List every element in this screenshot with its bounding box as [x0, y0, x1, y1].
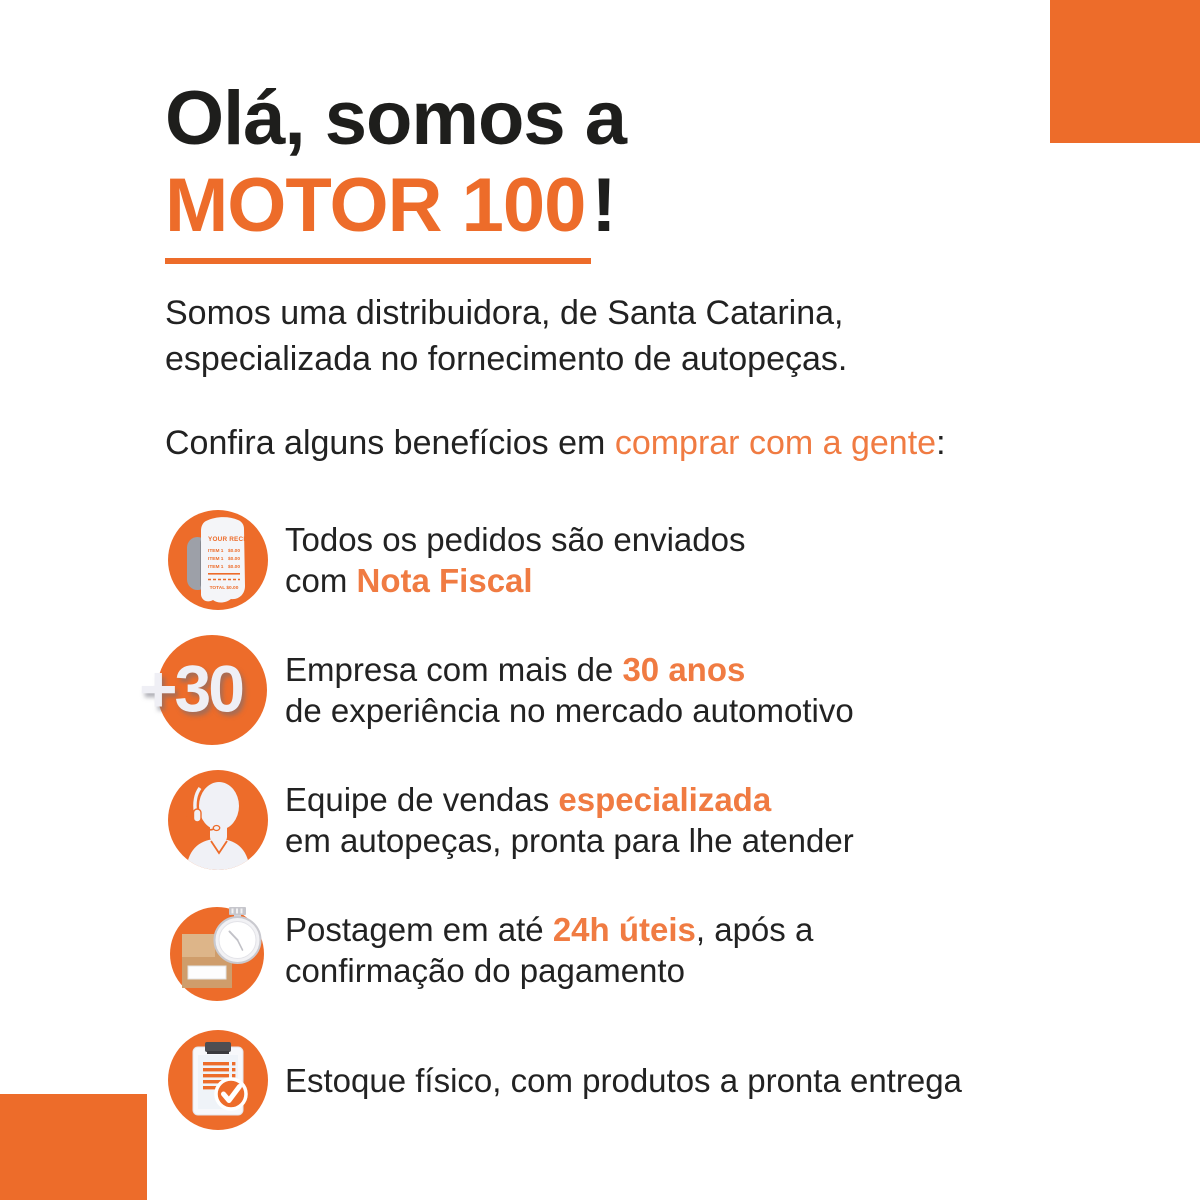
benefit-text — [285, 1060, 962, 1102]
clipboard-check-icon — [165, 1027, 271, 1133]
receipt-price-text: $0.00 — [227, 565, 240, 571]
receipt-icon-svg — [165, 507, 271, 613]
benefit-30-anos — [139, 637, 1115, 743]
page-title-greeting: Olá, somos a — [165, 76, 627, 161]
benefits-intro-line — [165, 424, 1115, 463]
receipt-item-text: ITEM 1 — [208, 549, 224, 555]
text-segment: de experiência no mercado automotivo — [285, 692, 854, 730]
brand-exclamation: ! — [591, 163, 616, 249]
text-segment: Equipe de vendas — [285, 780, 559, 818]
text-segment: confirmação do pagamento — [285, 952, 685, 990]
receipt-item-text: ITEM 1 — [208, 565, 224, 571]
benefit-postagem — [165, 897, 1115, 1003]
support-agent-icon — [165, 767, 271, 873]
receipt-price-text: $0.00 — [227, 557, 240, 563]
text-highlight: 30 anos — [622, 650, 746, 688]
cta-highlight: comprar com a gente — [614, 424, 937, 463]
text-segment: Estoque físico, com produtos a pronta entrega — [285, 1061, 962, 1099]
text-highlight: especializada — [558, 780, 772, 818]
benefit-estoque — [165, 1027, 1115, 1133]
plus-30-text: +30 — [139, 651, 242, 726]
benefits-list — [139, 507, 1115, 1133]
shipping-timer-icon — [165, 897, 271, 1003]
plus-30-badge — [139, 637, 271, 743]
benefit-text — [285, 649, 854, 732]
text-segment: Empresa com mais de — [285, 650, 623, 688]
benefit-text — [285, 779, 854, 862]
flyer-content — [139, 76, 1115, 1157]
clipboard-check-icon-svg — [165, 1027, 271, 1133]
cta-prefix: Confira alguns benefícios em — [165, 424, 615, 463]
benefit-equipe — [165, 767, 1115, 873]
benefit-text — [285, 909, 813, 992]
text-segment: com — [285, 562, 357, 600]
cta-suffix: : — [936, 424, 946, 463]
text-segment: Postagem em até — [285, 910, 553, 948]
text-highlight: 24h úteis — [552, 910, 696, 948]
receipt-icon — [165, 507, 271, 613]
benefit-nota-fiscal — [165, 507, 1115, 613]
receipt-total-text: TOTAL $0.00 — [209, 586, 239, 592]
intro-paragraph — [165, 290, 1115, 382]
text-segment: em autopeças, pronta para lhe atender — [285, 822, 854, 860]
support-agent-icon-svg — [165, 767, 271, 873]
receipt-item-text: ITEM 1 — [208, 557, 224, 563]
shipping-timer-icon-svg — [165, 897, 271, 1003]
intro-line-1: Somos uma distribuidora, de Santa Catarina, — [165, 293, 844, 332]
text-segment: Todos os pedidos são enviados — [285, 520, 746, 558]
text-segment: , após a — [695, 910, 814, 948]
brand-name: MOTOR 100 — [165, 166, 591, 264]
benefit-text — [285, 519, 746, 602]
receipt-title-text: YOUR RECEIPT — [208, 536, 259, 544]
text-highlight: Nota Fiscal — [356, 562, 533, 600]
decorative-corner-square-bottom-left — [0, 1094, 147, 1200]
page-title-brand — [165, 163, 1115, 264]
intro-line-2: especializada no fornecimento de autopeças. — [165, 340, 848, 379]
receipt-price-text: $0.00 — [227, 549, 240, 555]
